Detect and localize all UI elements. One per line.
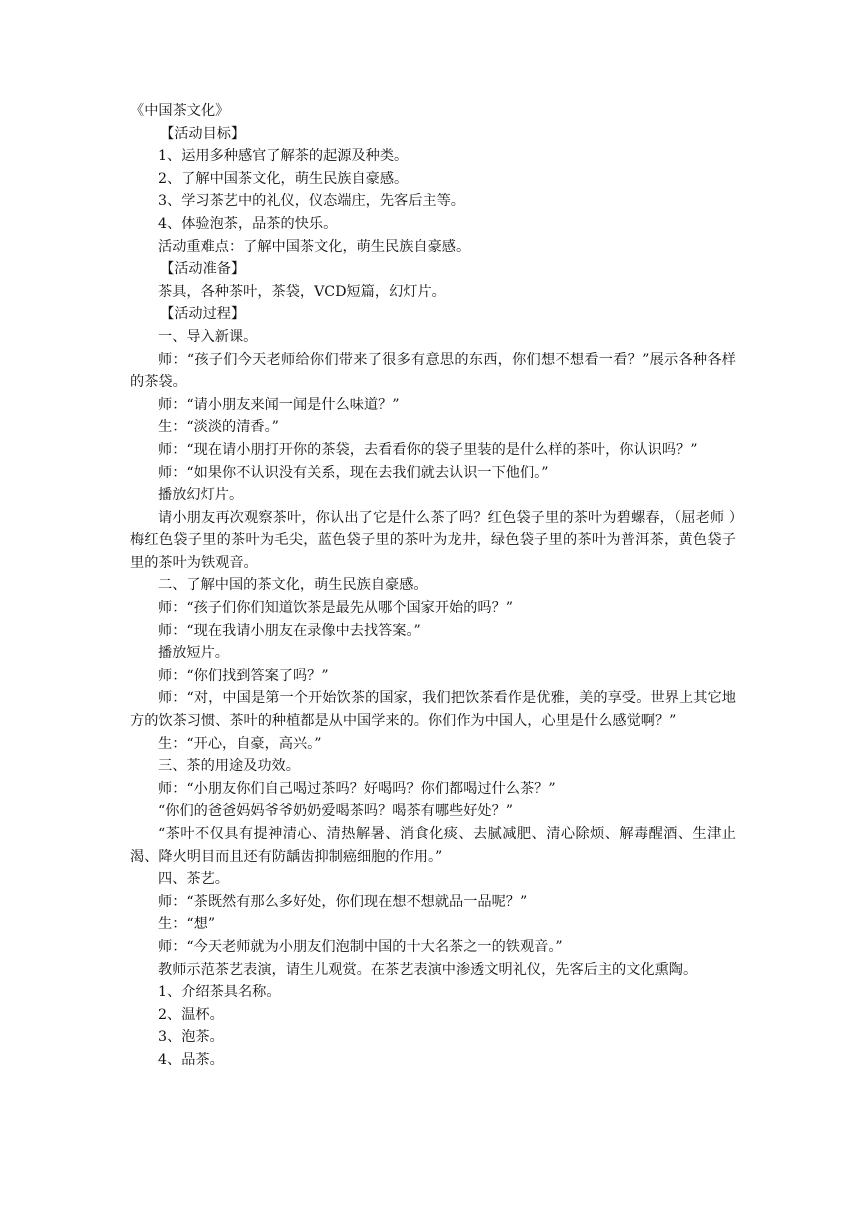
paragraph-line: 师：“今天老师就为小朋友们泡制中国的十大名茶之一的铁观音。” xyxy=(158,938,563,955)
document-body xyxy=(130,100,736,1072)
paragraph-line: 1、介绍茶具名称。 xyxy=(158,984,281,1001)
paragraph-line: 师：“现在请小朋打开你的茶袋，去看看你的袋子里装的是什么样的茶叶，你认识吗？” xyxy=(158,441,698,458)
paragraph-line: 师：“孩子们你们知道饮茶是最先从哪个国家开始的吗？” xyxy=(158,600,514,617)
paragraph-line: 3、学习茶艺中的礼仪，仪态端庄，先客后主等。 xyxy=(158,193,465,210)
paragraph-line: 2、温杯。 xyxy=(158,1006,224,1023)
paragraph-line: 【活动准备】 xyxy=(160,261,246,278)
paragraph-line: 一、导入新课。 xyxy=(158,328,258,345)
paragraph-line: 4、体验泡茶，品茶的快乐。 xyxy=(158,215,338,232)
paragraph-line: 活动重难点：了解中国茶文化，萌生民族自豪感。 xyxy=(158,238,471,255)
paragraph-line: 师：“请小朋友来闻一闻是什么味道？” xyxy=(158,396,400,413)
paragraph-line: 四、茶艺。 xyxy=(158,871,229,888)
paragraph-line: 师：“现在我请小朋友在录像中去找答案。” xyxy=(158,622,421,639)
paragraph-line: 三、茶的用途及功效。 xyxy=(158,758,300,775)
paragraph-line: 生：“开心，自豪，高兴。” xyxy=(158,735,322,752)
paragraph-line: 播放短片。 xyxy=(158,645,229,662)
paragraph-line: 师：“茶既然有那么多好处，你们现在想不想就品一品呢？” xyxy=(158,893,528,910)
paragraph-line: 请小朋友再次观察茶叶，你认出了它是什么茶了吗？红色袋子里的茶叶为碧螺春，（屈老师 ）梅红色袋子里的茶叶为毛尖，蓝色袋子里的茶叶为龙井，绿色袋子里的茶叶为普洱茶，黄色袋子里的茶叶为铁观音。 xyxy=(130,509,736,571)
paragraph-line: 2、了解中国茶文化，萌生民族自豪感。 xyxy=(158,170,409,187)
paragraph-line: 播放幻灯片。 xyxy=(158,487,244,504)
paragraph-line: 师：“你们找到答案了吗？” xyxy=(158,667,329,684)
paragraph-line: “茶叶不仅具有提神清心、清热解暑、消食化痰、去腻减肥、清心除烦、解毒醒酒、生津止渴、降火明目而且还有防龋齿抑制癌细胞的作用。” xyxy=(130,826,736,865)
paragraph-line: 教师示范茶艺表演，请生儿观赏。在茶艺表演中渗透文明礼仪，先客后主的文化熏陶。 xyxy=(158,961,698,978)
paragraph-line: 【活动过程】 xyxy=(160,306,246,323)
paragraph-line: 3、泡茶。 xyxy=(158,1029,224,1046)
paragraph-line: 师：“小朋友你们自己喝过茶吗？好喝吗？你们都喝过什么茶？” xyxy=(158,780,556,797)
paragraph-line: 生：“想” xyxy=(158,916,216,933)
paragraph-line: 茶具，各种茶叶，茶袋，VCD短篇，幻灯片。 xyxy=(158,283,446,300)
paragraph-line: 二、了解中国的茶文化，萌生民族自豪感。 xyxy=(158,577,428,594)
paragraph-line: 师：“孩子们今天老师给你们带来了很多有意思的东西，你们想不想看一看？”展示各种各样的茶袋。 xyxy=(130,351,736,391)
paragraph-line: “你们的爸爸妈妈爷爷奶奶爱喝茶吗？喝茶有哪些好处？” xyxy=(158,803,514,820)
paragraph-line: 师：“如果你不认识没有关系，现在去我们就去认识一下他们。” xyxy=(158,464,549,481)
paragraph-line: 【活动目标】 xyxy=(160,125,246,142)
paragraph-line: 师：“对，中国是第一个开始饮茶的国家，我们把饮茶看作是优雅，美的享受。世界上其它地方的饮茶习惯、茶叶的种植都是从中国学来的。你们作为中国人，心里是什么感觉啊？” xyxy=(130,690,736,730)
paragraph-line: 生：“淡淡的清香。” xyxy=(158,419,279,436)
paragraph-line: 4、品茶。 xyxy=(158,1051,224,1068)
document-title: 《中国茶文化》 xyxy=(130,103,230,119)
paragraph-line: 1、运用多种感官了解茶的起源及种类。 xyxy=(158,148,409,165)
